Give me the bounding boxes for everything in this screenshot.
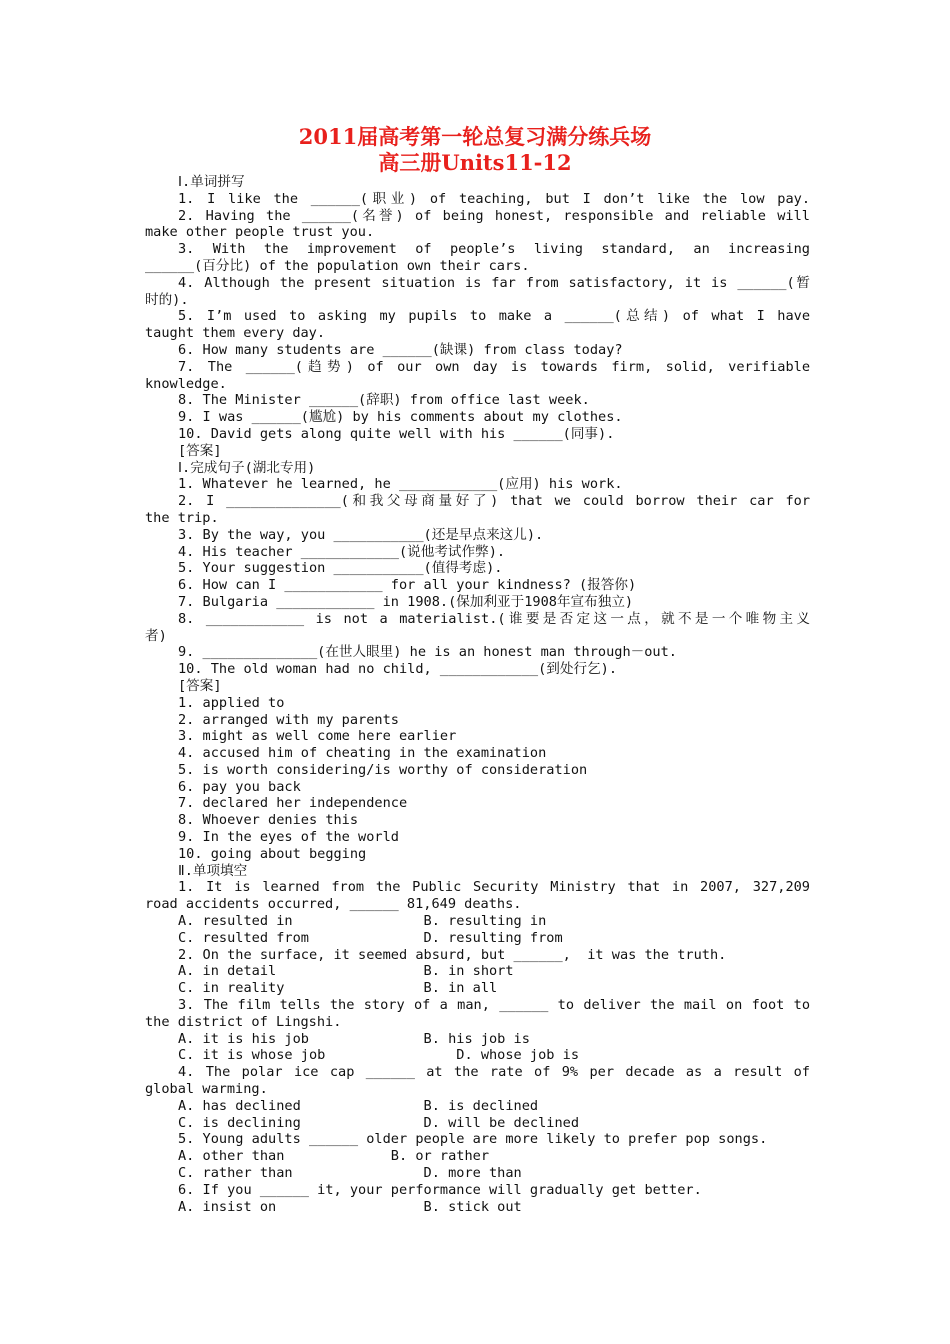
text-line: 2. On the surface, it seemed absurd, but ______, it was the truth. bbox=[178, 946, 727, 963]
text-line: A. other than B. or rather bbox=[178, 1148, 489, 1165]
text-line: 6. If you ______ it, your performance will gradually get better. bbox=[178, 1181, 702, 1198]
text-line: C. in reality B. in all bbox=[178, 980, 498, 997]
text-line: C. rather than D. more than bbox=[178, 1165, 522, 1182]
text-line: global warming. bbox=[145, 1081, 268, 1098]
text-line: 8. Whoever denies this bbox=[178, 812, 359, 829]
text-line: 者) bbox=[145, 627, 167, 644]
text-line: 7. Bulgaria ____________ in 1908.(保加利亚于1908年宣布独立) bbox=[178, 593, 634, 610]
text-line: 3. might as well come here earlier bbox=[178, 728, 457, 745]
text-line: 5. is worth considering/is worthy of consideration bbox=[178, 761, 588, 778]
document-body bbox=[145, 174, 810, 1215]
document-title: 2011届高考第一轮总复习满分练兵场 bbox=[298, 124, 652, 149]
text-line: 2. arranged with my parents bbox=[178, 711, 399, 728]
text-line: Ⅰ.单词拼写 bbox=[178, 174, 245, 190]
text-line: A. resulted in B. resulting in bbox=[178, 913, 547, 930]
text-line: road accidents occurred, ______ 81,649 deaths. bbox=[145, 896, 522, 913]
text-line: Ⅰ.完成句子(湖北专用) bbox=[178, 459, 316, 476]
text-line: 4. Although the present situation is far from satisfactory, it is ______(暂 bbox=[178, 274, 810, 291]
text-line: 8. The Minister ______(辞职) from office last week. bbox=[178, 392, 590, 409]
text-line: 1. I like the ______(职业) of teaching, but I don’t like the low pay. bbox=[178, 190, 810, 207]
text-line: 4. The polar ice cap ______ at the rate of 9% per decade as a result of bbox=[178, 1064, 810, 1081]
text-line: 10. going about begging bbox=[178, 845, 367, 862]
text-line: [答案] bbox=[178, 677, 222, 694]
text-line: A. it is his job B. his job is bbox=[178, 1030, 530, 1047]
text-line: 5. Your suggestion ___________(值得考虑). bbox=[178, 560, 503, 577]
text-line: 1. Whatever he learned, he ____________(应用) his work. bbox=[178, 476, 623, 493]
text-line: 7. declared her independence bbox=[178, 795, 408, 812]
text-line: 4. His teacher ____________(说他考试作弊). bbox=[178, 543, 506, 560]
text-line: C. it is whose job D. whose job is bbox=[178, 1047, 580, 1064]
text-line: Ⅱ.单项填空 bbox=[178, 862, 248, 879]
text-line: 3. The film tells the story of a man, ______ to deliver the mail on foot to bbox=[178, 997, 810, 1014]
text-line: 4. accused him of cheating in the examination bbox=[178, 745, 547, 762]
text-line: 6. How many students are ______(缺课) from class today? bbox=[178, 341, 623, 358]
text-line: 9. In the eyes of the world bbox=[178, 829, 399, 846]
text-line: the district of Lingshi. bbox=[145, 1013, 342, 1030]
text-line: 1. applied to bbox=[178, 694, 285, 711]
text-line: 6. pay you back bbox=[178, 778, 301, 795]
text-line: C. is declining D. will be declined bbox=[178, 1114, 580, 1131]
text-line: taught them every day. bbox=[145, 325, 326, 342]
text-line: 2. I ______________(和我父母商量好了) that we could borrow their car for bbox=[178, 493, 810, 510]
text-line: knowledge. bbox=[145, 375, 227, 392]
text-line: 10. The old woman had no child, ____________(到处行乞). bbox=[178, 661, 618, 678]
text-line: 10. David gets along quite well with his ______(同事). bbox=[178, 425, 615, 442]
text-line: 7. The ______(趋势) of our own day is towards firm, solid, verifiable bbox=[178, 358, 810, 375]
text-line: [答案] bbox=[178, 442, 222, 459]
text-line: A. in detail B. in short bbox=[178, 963, 514, 980]
text-line: 8. ____________ is not a materialist.(谁要是否定这一点，就不是一个唯物主义 bbox=[178, 610, 810, 627]
text-line: the trip. bbox=[145, 509, 219, 526]
text-line: C. resulted from D. resulting from bbox=[178, 929, 563, 946]
text-line: ______(百分比) of the population own their cars. bbox=[145, 257, 530, 274]
text-line: 9. ______________(在世人眼里) he is an honest man through－out. bbox=[178, 644, 677, 661]
text-line: 9. I was ______(尴尬) by his comments about my clothes. bbox=[178, 409, 623, 426]
text-line: 5. I’m used to asking my pupils to make a ______(总结) of what I have bbox=[178, 308, 810, 325]
text-line: 5. Young adults ______ older people are more likely to prefer pop songs. bbox=[178, 1131, 768, 1148]
text-line: 1. It is learned from the Public Security Ministry that in 2007, 327,209 bbox=[178, 879, 810, 896]
text-line: A. insist on B. stick out bbox=[178, 1198, 522, 1215]
text-line: 6. How can I ____________ for all your kindness? (报答你) bbox=[178, 577, 637, 594]
text-line: 时的). bbox=[145, 291, 189, 308]
text-line: A. has declined B. is declined bbox=[178, 1097, 539, 1114]
document-subtitle: 高三册Units11-12 bbox=[378, 150, 572, 175]
text-line: 3. With the improvement of people’s living standard, an increasing bbox=[178, 241, 810, 258]
text-line: 3. By the way, you ___________(还是早点来这儿). bbox=[178, 526, 544, 543]
text-line: 2. Having the ______(名誉) of being honest, responsible and reliable will bbox=[178, 207, 810, 224]
text-line: make other people trust you. bbox=[145, 224, 375, 241]
